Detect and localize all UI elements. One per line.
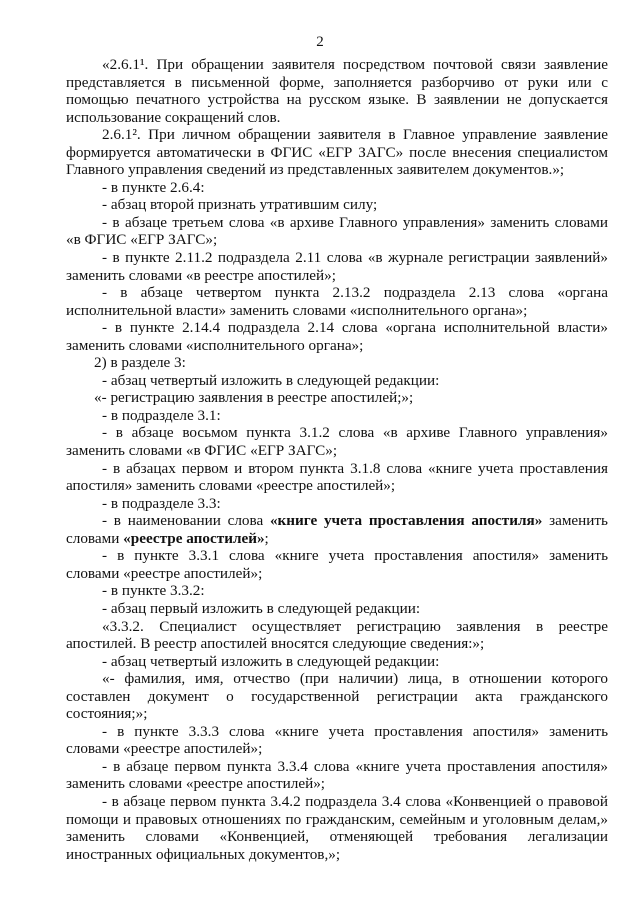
title-replace-new-words: «реестре апостилей» [123, 529, 265, 547]
paragraph-abzac-4-edit-2: - абзац четвертый изложить в следующей редакции: [102, 652, 440, 670]
paragraph-3-3-1: - в пункте 3.3.1 слова «книге учета проставления апостиля» заменить словами «реестре апостилей»; [66, 547, 608, 582]
paragraph-item-2-6-4: - в пункте 2.6.4: [102, 178, 205, 196]
paragraph-section-3: 2) в разделе 3: [94, 354, 186, 372]
title-replace-text-after: ; [264, 529, 269, 547]
paragraph-3-3-2-quote: «3.3.2. Специалист осуществляет регистрацию заявления в реестре апостилей. В реестр апостилей вносятся следующие сведения:»; [66, 617, 608, 653]
paragraph-2-11-2: - в пункте 2.11.2 подраздела 2.11 слова «в журнале регистрации заявлений» заменить словами «в реестре апостилей»; [66, 249, 608, 284]
paragraph-3-1-8: - в абзацах первом и втором пункта 3.1.8 слова «книге учета проставления апостиля» заменить словами «реестре апостилей»; [66, 459, 608, 495]
paragraph-subsection-3-1: - в подразделе 3.1: [102, 406, 221, 424]
paragraph-2-6-1-2: 2.6.1². При личном обращении заявителя в Главное управление заявление формируется автоматически в ФГИС «ЕГР ЗАГС» после внесения специалистом Главного управления сведений из представленных заявителем документов.»; [66, 126, 608, 179]
paragraph-subsection-3-3: - в подразделе 3.3: [102, 494, 221, 512]
title-replace-text-middle: заменить словами [66, 512, 608, 547]
paragraph-registration-quote: «- регистрацию заявления в реестре апостилей;»; [94, 389, 414, 407]
paragraph-fio-quote: «- фамилия, имя, отчество (при наличии) лица, в отношении которого составлен документ о государственной регистрации акта гражданского состояния;»; [66, 670, 608, 723]
document-body [66, 56, 608, 863]
paragraph-abzac-1-edit: - абзац первый изложить в следующей редакции: [102, 599, 421, 617]
paragraph-3-4-2: - в абзаце первом пункта 3.4.2 подраздела 3.4 слова «Конвенцией о правовой помощи и правовых отношениях по гражданским, семейным и уголовным делам,» заменить словами «Конвенцией, отменяющей требования легализации иностранных официальных документов,»; [66, 792, 608, 863]
paragraph-2-14-4: - в пункте 2.14.4 подраздела 2.14 слова «органа исполнительной власти» заменить словами «исполнительного органа»; [66, 319, 608, 354]
paragraph-3-3-3: - в пункте 3.3.3 слова «книге учета проставления апостиля» заменить словами «реестре апостилей»; [66, 722, 608, 758]
paragraph-3-3-4: - в абзаце первом пункта 3.3.4 слова «книге учета проставления апостиля» заменить словами «реестре апостилей»; [66, 757, 608, 793]
paragraph-2-13-2: - в абзаце четвертом пункта 2.13.2 подраздела 2.13 слова «органа исполнительной власти» заменить словами «исполнительного органа»; [66, 284, 608, 319]
paragraph-3-3-2: - в пункте 3.3.2: [102, 582, 205, 600]
paragraph-abzac-2-void: - абзац второй признать утратившим силу; [102, 196, 378, 214]
title-replace-text-before: - в наименовании слова [102, 512, 270, 530]
title-replace-old-words: «книге учета проставления апостиля» [269, 512, 543, 530]
page-number: 2 [316, 34, 324, 50]
paragraph-abzac-4-edit: - абзац четвертый изложить в следующей редакции: [102, 371, 440, 389]
paragraph-2-6-1-1: «2.6.1¹. При обращении заявителя посредством почтовой связи заявление представляется в письменной форме, заполняется разборчиво от руки или с помощью печатного устройства на русском языке. В заявлении не допускается использование сокращений слов. [66, 56, 608, 126]
paragraph-abzac-3-replace: - в абзаце третьем слова «в архиве Главного управления» заменить словами «в ФГИС «ЕГР ЗАГС»; [66, 213, 608, 249]
paragraph-title-replace [66, 512, 608, 547]
paragraph-3-1-2: - в абзаце восьмом пункта 3.1.2 слова «в архиве Главного управления» заменить словами «в ФГИС «ЕГР ЗАГС»; [66, 424, 608, 460]
